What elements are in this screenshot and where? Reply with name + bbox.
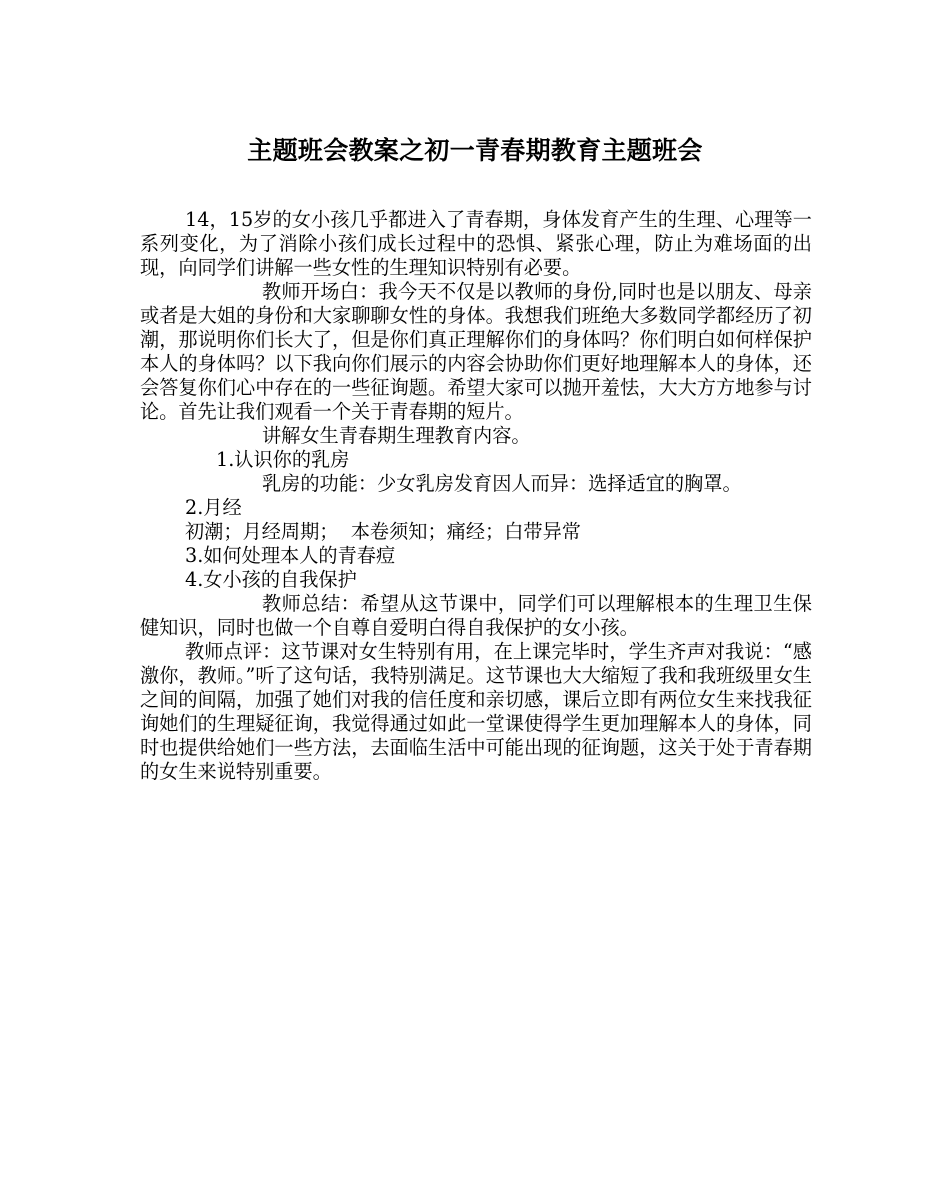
- content-heading: 讲解女生青春期生理教育内容。: [262, 424, 531, 447]
- document-title: 主题班会教案之初一青春期教育主题班会: [247, 136, 703, 165]
- review-paragraph: 教师点评：这节课对女生特别有用，在上课完毕时，学生齐声对我说：“感激你，教师。”听了这句话，我特别满足。这节课也大大缩短了我和我班级里女生之间的间隔，加强了她们对我的信任度和亲切感，课后立即有两位女生来找我征询她们的生理疑征询，我觉得通过如此一堂课使得学生更加理解本人的身体，同时也提供给她们一些方法，去面临生活中可能出现的征询题，这关于处于青春期的女生来说特别重要。: [140, 640, 812, 783]
- item1-detail: 乳房的功能：少女乳房发育因人而异：选择适宜的胸罩。: [262, 472, 742, 495]
- intro-paragraph: 14，15岁的女小孩几乎都进入了青春期，身体发育产生的生理、心理等一系列变化，为了消除小孩们成长过程中的恐惧、紧张心理，防止为难场面的出现，向同学们讲解一些女性的生理知识特别有必要。: [140, 208, 812, 279]
- item2-heading: 2.月经: [185, 496, 242, 519]
- opening-paragraph: 教师开场白：我今天不仅是以教师的身份,同时也是以朋友、母亲或者是大姐的身份和大家聊聊女性的身体。我想我们班绝大多数同学都经历了初潮，那说明你们长大了，但是你们真正理解你们的身体吗？你们明白如何样保护本人的身体吗？以下我向你们展示的内容会协助你们更好地理解本人的身体，还会答复你们心中存在的一些征询题。希望大家可以抛开羞怯，大大方方地参与讨论。首先让我们观看一个关于青春期的短片。: [140, 280, 812, 423]
- item2-detail: 初潮；月经周期； 本卷须知；痛经；白带异常: [185, 520, 581, 543]
- item1-heading: 1.认识你的乳房: [216, 448, 350, 471]
- item4-heading: 4.女小孩的自我保护: [185, 568, 357, 591]
- summary-paragraph: 教师总结：希望从这节课中，同学们可以理解根本的生理卫生保健知识，同时也做一个自尊自爱明白得自我保护的女小孩。: [140, 592, 812, 639]
- item3-heading: 3.如何处理本人的青春痘: [185, 544, 396, 567]
- document-body: [140, 208, 812, 784]
